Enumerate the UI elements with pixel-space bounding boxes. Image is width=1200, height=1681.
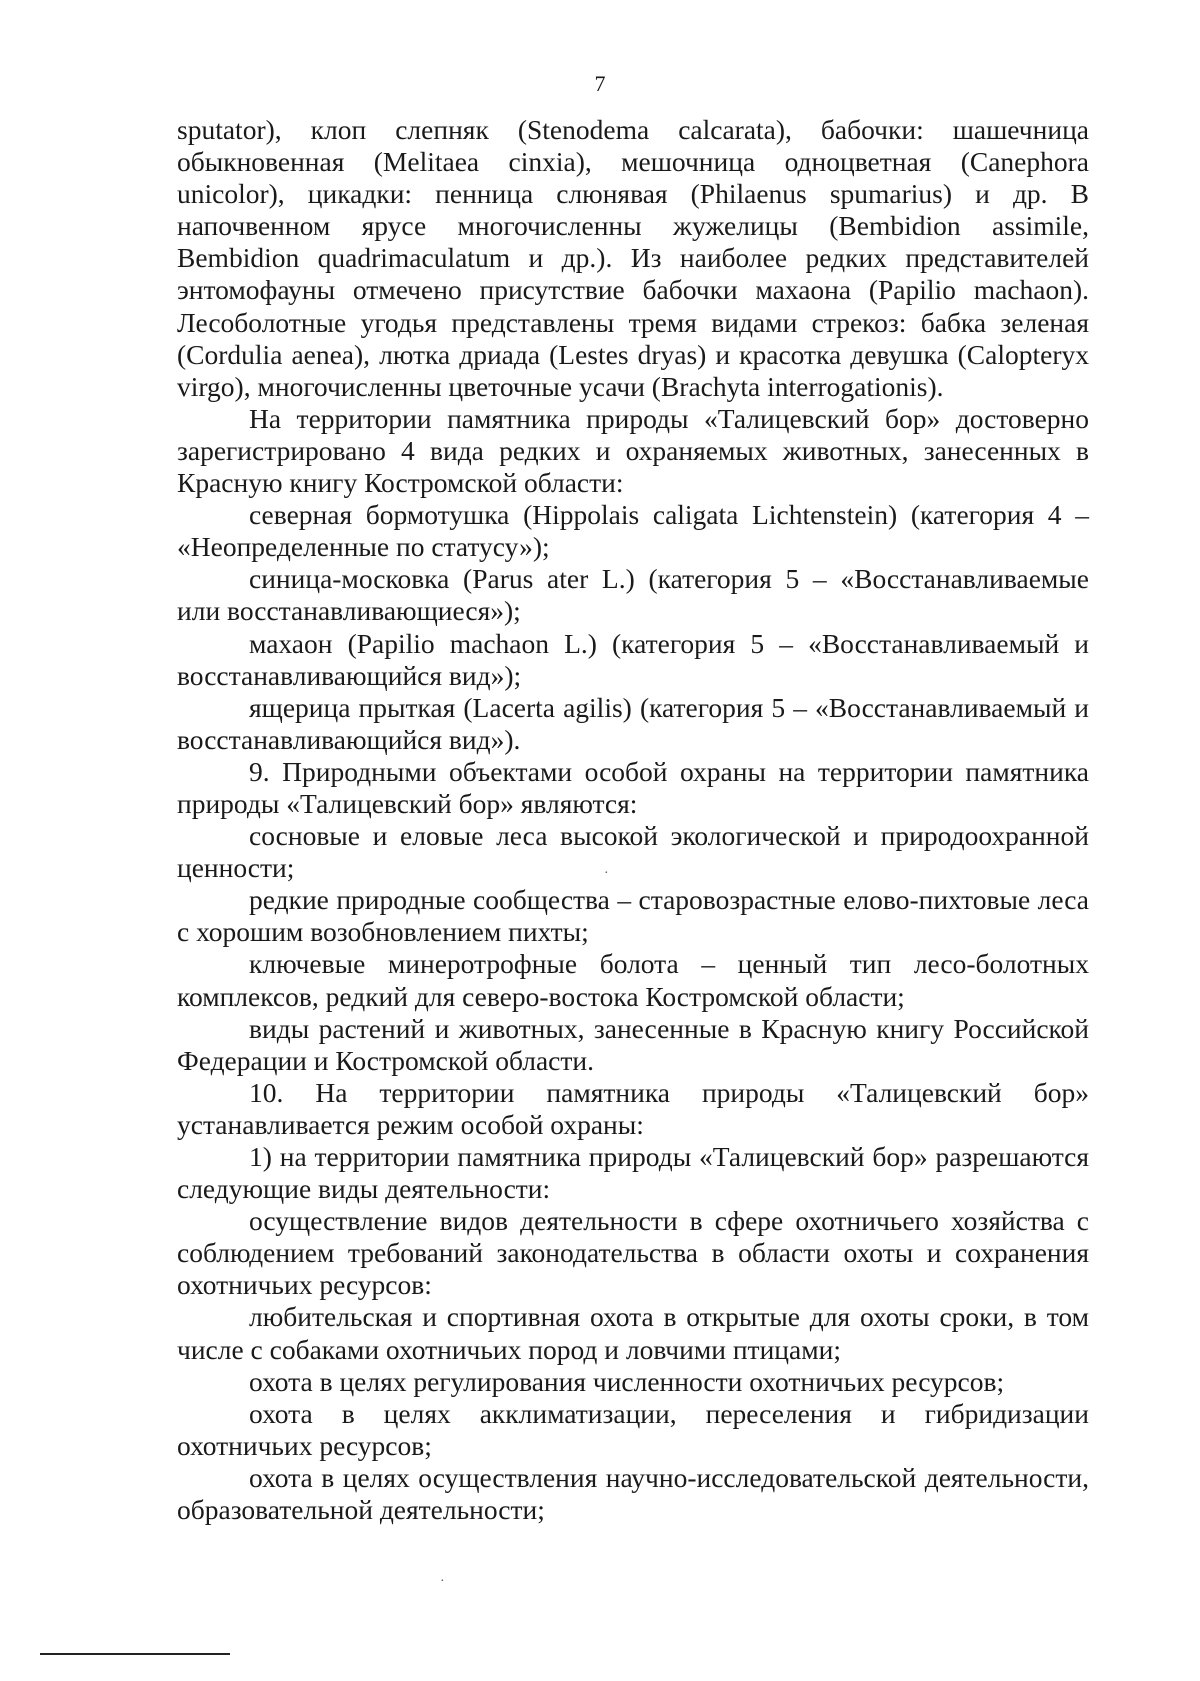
paragraph: sputator), клоп слепняк (Stenodema calcarata), бабочки: шашечница обыкновенная (Melitaea cinxia), мешочница одноцветная (Canephora unicolor), цикадки: пенница слюнявая (Philaenus spumarius) и др. В напочвенном ярусе многочисленны жужелицы (Bembidion assimile, Bembidion quadrimaculatum и др.). Из наиболее редких представителей энтомофауны отмечено присутствие бабочки махаона (Papilio machaon). Лесоболотные угодья представлены тремя видами стрекоз: бабка зеленая (Cordulia aenea), лютка дриада (Lestes dryas) и красотка девушка (Calopteryx virgo), многочисленны цветочные усачи (Brachyta interrogationis). — [177, 114, 1089, 402]
paragraph: 10. На территории памятника природы «Талицевский бор» устанавливается режим особой охраны: — [177, 1076, 1089, 1140]
paragraph: редкие природные сообщества – старовозрастные елово-пихтовые леса с хорошим возобновлением пихты; — [177, 884, 1089, 948]
paragraph: сосновые и еловые леса высокой экологической и природоохранной ценности; — [177, 820, 1089, 884]
paragraph: любительская и спортивная охота в открытые для охоты сроки, в том числе с собаками охотничьих пород и ловчими птицами; — [177, 1301, 1089, 1365]
paragraph: виды растений и животных, занесенные в Красную книгу Российской Федерации и Костромской области. — [177, 1012, 1089, 1076]
scan-speck: · — [440, 1574, 445, 1589]
footer-rule — [40, 1653, 230, 1655]
paragraph: северная бормотушка (Hippolais caligata Lichtenstein) (категория 4 – «Неопределенные по статусу»); — [177, 499, 1089, 563]
paragraph: осуществление видов деятельности в сфере охотничьего хозяйства с соблюдением требований законодательства в области охоты и сохранения охотничьих ресурсов: — [177, 1205, 1089, 1301]
paragraph: ключевые минеротрофные болота – ценный тип лесо-болотных комплексов, редкий для северо-востока Костромской области; — [177, 948, 1089, 1012]
scan-speck: · — [604, 866, 609, 881]
paragraph: 9. Природными объектами особой охраны на территории памятника природы «Талицевский бор» являются: — [177, 755, 1089, 819]
paragraph: охота в целях осуществления научно-исследовательской деятельности, образовательной деятельности; — [177, 1461, 1089, 1526]
paragraph: махаон (Papilio machaon L.) (категория 5 – «Восстанавливаемый и восстанавливающийся вид»); — [177, 627, 1089, 691]
paragraph: На территории памятника природы «Талицевский бор» достоверно зарегистрировано 4 вида редких и охраняемых животных, занесенных в Красную книгу Костромской области: — [177, 402, 1089, 499]
paragraph: синица-московка (Parus ater L.) (категория 5 – «Восстанавливаемые или восстанавливающиеся»); — [177, 563, 1089, 627]
paragraph: охота в целях регулирования численности охотничьих ресурсов; — [249, 1365, 1005, 1397]
page-number: 7 — [594, 71, 606, 96]
document-body — [177, 114, 1089, 1526]
paragraph: охота в целях акклиматизации, переселения и гибридизации охотничьих ресурсов; — [177, 1397, 1089, 1461]
paragraph: 1) на территории памятника природы «Талицевский бор» разрешаются следующие виды деятельности: — [177, 1141, 1089, 1205]
paragraph: ящерица прыткая (Lacerta agilis) (категория 5 – «Восстанавливаемый и восстанавливающийся вид»). — [177, 691, 1089, 755]
